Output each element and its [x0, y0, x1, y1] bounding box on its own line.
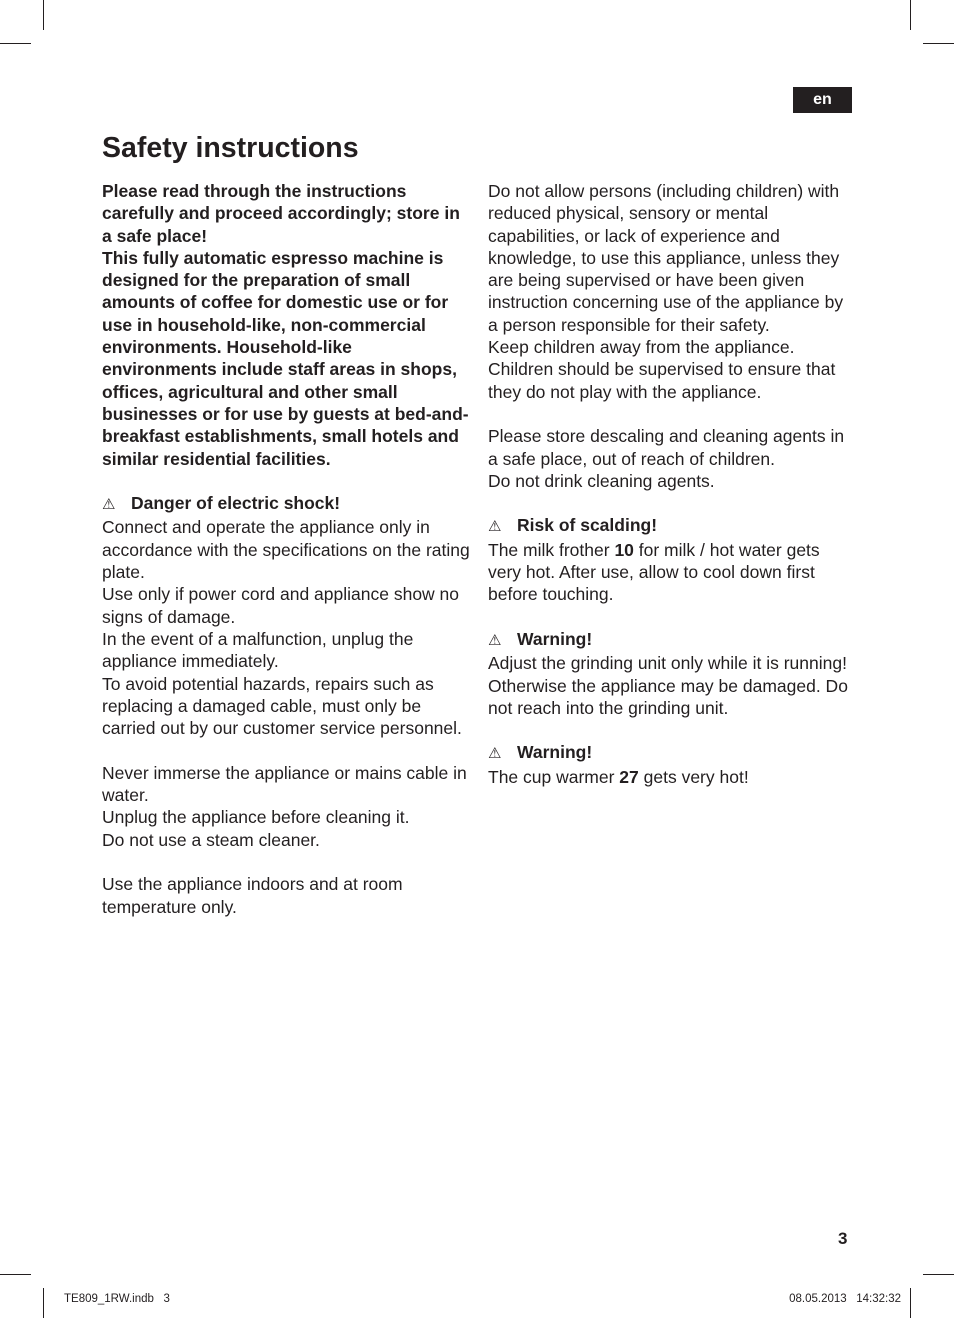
- spacer: [488, 492, 856, 514]
- danger-text-1: Connect and operate the appliance only in accordance with the specifications on the rating plate.: [102, 517, 470, 583]
- scald-text-start: The milk frother: [488, 539, 615, 560]
- children-text-2: Children should be supervised to ensure that they do not play with the appliance.: [488, 359, 836, 402]
- left-column: [102, 180, 470, 918]
- warning-triangle-icon: ⚠: [488, 518, 502, 536]
- footer-timestamp: 08.05.2013 14:32:32: [789, 1293, 901, 1305]
- warning-heading-cup-warmer: [488, 741, 856, 765]
- crop-mark: [43, 1288, 44, 1318]
- scald-text-end: for milk / hot water gets very hot. After use, allow to cool down first before touching.: [488, 539, 820, 605]
- crop-mark: [923, 1274, 954, 1275]
- milk-frother-ref: 10: [614, 539, 634, 560]
- descale-text-2: Do not drink cleaning agents.: [488, 470, 715, 491]
- right-column: [488, 180, 856, 788]
- spacer: [488, 403, 856, 425]
- cup-warmer-text: [488, 766, 856, 788]
- scald-heading: [488, 514, 856, 538]
- crop-mark: [923, 43, 954, 44]
- persons-text: Do not allow persons (including children) with reduced physical, sensory or mental capabilities, or lack of experience and knowledge, to use this appliance, unless they are being supervised or have been given instruction concerning use of the appliance by a person responsible for their safety.: [488, 181, 844, 335]
- water-text-2: Unplug the appliance before cleaning it.: [102, 807, 410, 828]
- spacer: [102, 851, 470, 873]
- water-text-1: Never immerse the appliance or mains cable in water.: [102, 762, 467, 806]
- danger-heading: [102, 492, 470, 516]
- cup-warmer-ref: 27: [619, 766, 639, 787]
- crop-mark: [0, 43, 31, 44]
- scald-heading-text: Risk of scalding!: [517, 515, 658, 536]
- danger-heading-text: Danger of electric shock!: [131, 493, 341, 514]
- cup-warmer-text-end: gets very hot!: [638, 766, 749, 787]
- crop-mark: [43, 0, 44, 30]
- page-number: 3: [838, 1229, 848, 1248]
- children-text-1: Keep children away from the appliance.: [488, 337, 795, 358]
- crop-mark: [0, 1274, 31, 1275]
- warning-triangle-icon: ⚠: [102, 496, 116, 514]
- danger-text-4: To avoid potential hazards, repairs such as replacing a damaged cable, must only be carried out by our customer service personnel.: [102, 673, 462, 739]
- cup-warmer-text-start: The cup warmer: [488, 766, 620, 787]
- intended-use: This fully automatic espresso machine is designed for the preparation of small amounts of coffee for domestic use or for use in household-like, non-commercial environments. Household-like environments include staff areas in shops, offices, agricultural and other small businesses or for use by guests at bed-and-breakfast establishments, small hotels and similar residential facilities.: [102, 247, 469, 469]
- language-tab: en: [793, 87, 852, 113]
- warning-heading-grinder: [488, 628, 856, 652]
- crop-mark: [910, 0, 911, 30]
- danger-text-2: Use only if power cord and appliance show no signs of damage.: [102, 584, 460, 627]
- warning-triangle-icon: ⚠: [488, 745, 502, 763]
- warning-heading-text: Warning!: [517, 742, 593, 763]
- water-text-3: Do not use a steam cleaner.: [102, 829, 320, 850]
- warning-triangle-icon: ⚠: [488, 631, 502, 649]
- intro-notice: Please read through the instructions carefully and proceed accordingly; store in a safe place!: [102, 181, 460, 246]
- footer-file: TE809_1RW.indb 3: [64, 1293, 170, 1305]
- spacer: [488, 719, 856, 741]
- crop-mark: [910, 1288, 911, 1318]
- page-title: Safety instructions: [102, 132, 359, 164]
- spacer: [102, 739, 470, 761]
- scald-text: [488, 539, 856, 606]
- indoor-text: Use the appliance indoors and at room temperature only.: [102, 874, 403, 917]
- danger-text-3: In the event of a malfunction, unplug the appliance immediately.: [102, 628, 414, 672]
- warning-heading-text: Warning!: [517, 628, 593, 649]
- grinder-warning-text: Adjust the grinding unit only while it is running! Otherwise the appliance may be damaged. Do not reach into the grinding unit.: [488, 653, 848, 718]
- descale-text-1: Please store descaling and cleaning agents in a safe place, out of reach of children.: [488, 426, 845, 469]
- spacer: [488, 606, 856, 628]
- spacer: [102, 470, 470, 492]
